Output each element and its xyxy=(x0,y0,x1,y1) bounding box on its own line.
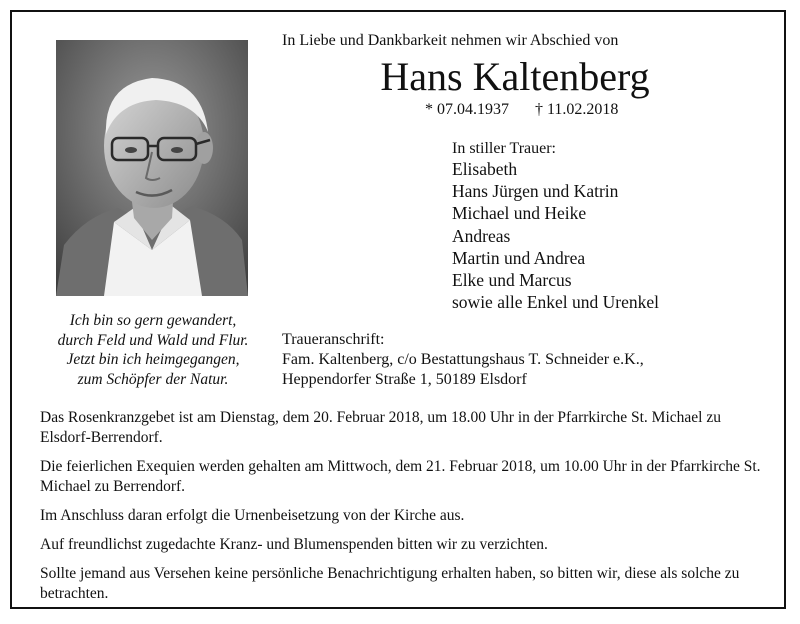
mourner-name: Hans Jürgen und Katrin xyxy=(452,181,619,202)
mourner-name: Elisabeth xyxy=(452,159,518,179)
mourners-lead: In stiller Trauer: xyxy=(452,140,556,157)
details-paragraph: Sollte jemand aus Versehen keine persönliche Benachrichtigung erhalten haben, so bitten wir, diese als solche zu betrachten. xyxy=(40,565,740,602)
mourner-name: Martin und Andrea xyxy=(452,247,586,268)
mourner-name: Elke und Marcus xyxy=(452,270,572,291)
poem-line: durch Feld und Wald und Flur. xyxy=(57,331,249,349)
funeral-details xyxy=(40,408,770,613)
birth-date: * 07.04.1937 xyxy=(425,101,509,118)
memorial-poem xyxy=(40,311,266,389)
mourner-name: Andreas xyxy=(452,225,511,246)
address-label: Traueranschrift: xyxy=(282,331,385,348)
details-paragraph: Die feierlichen Exequien werden gehalten am Mittwoch, dem 21. Februar 2018, um 10.00 Uhr in der Pfarrkirche St. Michael zu Berrendorf. xyxy=(40,458,761,495)
mourners-list xyxy=(452,139,659,313)
intro-line: In Liebe und Dankbarkeit nehmen wir Abschied von xyxy=(282,32,619,49)
life-dates xyxy=(425,101,618,119)
details-paragraph: Das Rosenkranzgebet ist am Dienstag, dem 20. Februar 2018, um 18.00 Uhr in der Pfarrkirche St. Michael zu Elsdorf-Berrendorf. xyxy=(40,409,721,446)
mourning-address xyxy=(282,330,644,390)
poem-line: Ich bin so gern gewandert, xyxy=(69,312,237,329)
details-paragraph: Auf freundlichst zugedachte Kranz- und Blumenspenden bitten wir zu verzichten. xyxy=(40,536,548,553)
details-paragraph: Im Anschluss daran erfolgt die Urnenbeisetzung von der Kirche aus. xyxy=(40,507,465,524)
death-date: † 11.02.2018 xyxy=(535,101,619,118)
deceased-name: Hans Kaltenberg xyxy=(380,54,650,99)
address-line: Fam. Kaltenberg, c/o Bestattungshaus T. Schneider e.K., xyxy=(282,351,644,368)
poem-line: Jetzt bin ich heimgegangen, xyxy=(66,351,240,368)
poem-line: zum Schöpfer der Natur. xyxy=(77,370,229,388)
address-line: Heppendorfer Straße 1, 50189 Elsdorf xyxy=(282,371,527,388)
portrait-photo xyxy=(56,40,248,296)
mourner-name: Michael und Heike xyxy=(452,203,587,224)
mourner-name: sowie alle Enkel und Urenkel xyxy=(452,292,660,313)
